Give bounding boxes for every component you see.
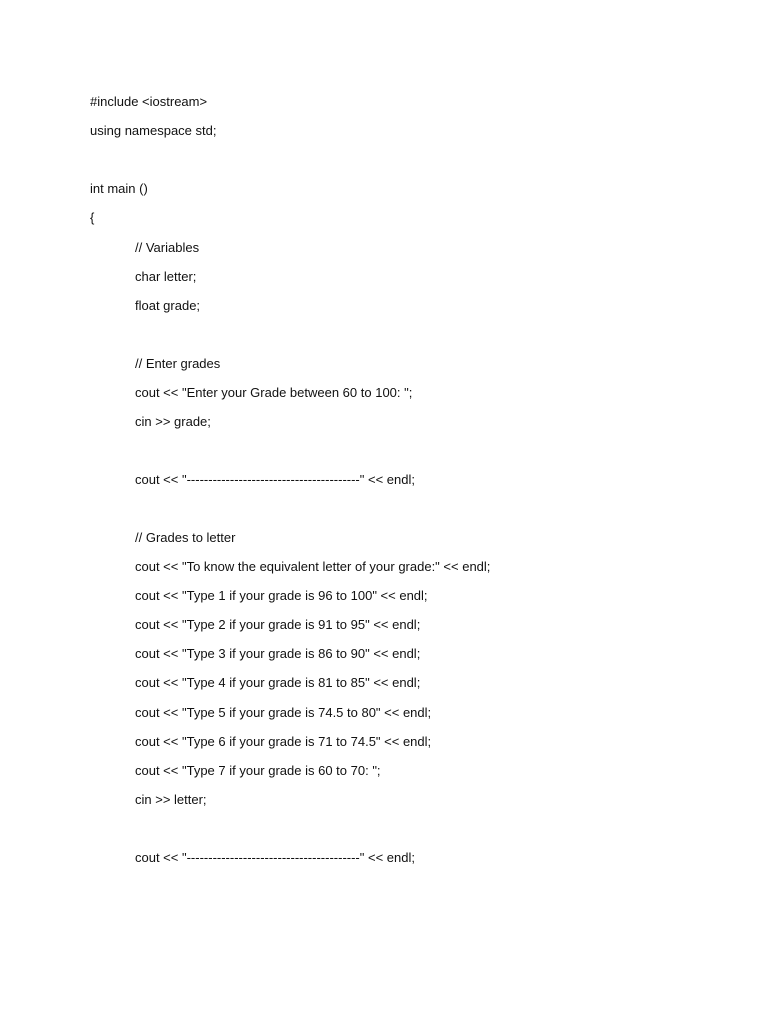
code-line-cout-type-4: cout << "Type 4 if your grade is 81 to 85" << endl; <box>135 675 421 690</box>
code-comment-variables: // Variables <box>135 240 200 255</box>
code-line-cout-type-1: cout << "Type 1 if your grade is 96 to 100" << endl; <box>135 588 428 603</box>
code-line-cout-type-6: cout << "Type 6 if your grade is 71 to 74.5" << endl; <box>135 734 432 749</box>
code-comment-enter-grades: // Enter grades <box>135 356 221 371</box>
code-line-char-letter: char letter; <box>135 269 197 284</box>
code-line-cout-type-5: cout << "Type 5 if your grade is 74.5 to 80" << endl; <box>135 705 432 720</box>
code-line-namespace: using namespace std; <box>90 123 217 138</box>
code-line-cout-type-2: cout << "Type 2 if your grade is 91 to 95" << endl; <box>135 617 421 632</box>
code-line-include: #include <iostream> <box>90 94 208 109</box>
code-line-cin-letter: cin >> letter; <box>135 792 207 807</box>
code-line-cout-enter-grade: cout << "Enter your Grade between 60 to 100: "; <box>135 385 413 400</box>
code-line-cout-type-7: cout << "Type 7 if your grade is 60 to 70: "; <box>135 763 381 778</box>
code-comment-grades-to-letter: // Grades to letter <box>135 530 236 545</box>
code-line-cout-separator-2: cout << "----------------------------------------" << endl; <box>135 850 415 865</box>
code-line-open-brace: { <box>90 210 95 225</box>
code-line-cout-type-3: cout << "Type 3 if your grade is 86 to 90" << endl; <box>135 646 421 661</box>
code-line-cout-separator-1: cout << "----------------------------------------" << endl; <box>135 472 415 487</box>
code-line-cin-grade: cin >> grade; <box>135 414 211 429</box>
code-line-main-signature: int main () <box>90 181 148 196</box>
code-line-cout-equivalent-letter: cout << "To know the equivalent letter of your grade:" << endl; <box>135 559 491 574</box>
code-line-float-grade: float grade; <box>135 298 201 313</box>
